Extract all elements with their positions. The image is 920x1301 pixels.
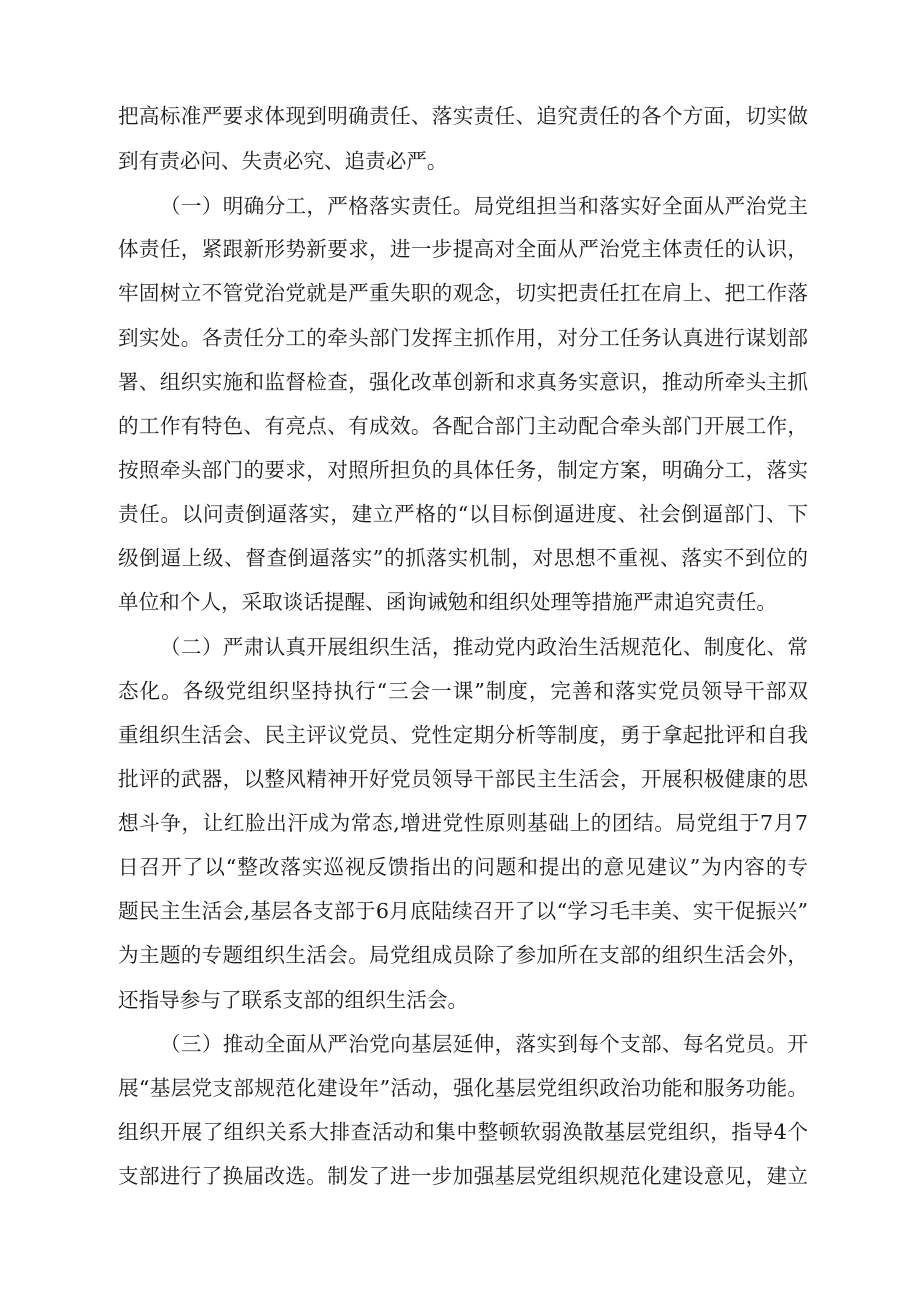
text-line: 为主题的专题组织生活会。局党组成员除了参加所在支部的组织生活会外，: [118, 943, 808, 967]
text-line: 想斗争，让红脸出汗成为常态,增进党性原则基础上的团结。局党组于7月7: [118, 811, 808, 835]
text-line: 单位和个人，采取谈话提醒、函询诫勉和组织处理等措施严肃追究责任。: [118, 590, 777, 614]
text-line: 还指导参与了联系支部的组织生活会。: [118, 988, 469, 1012]
text-line: 把高标准严要求体现到明确责任、落实责任、追究责任的各个方面，切实做: [118, 104, 808, 128]
text-line: 支部进行了换届改选。制发了进一步加强基层党组织规范化建设意见，建立: [118, 1164, 808, 1188]
text-line: 级倒逼上级、督查倒逼落实”的抓落实机制，对思想不重视、落实不到位的: [118, 546, 808, 570]
text-line: 组织开展了组织关系大排查活动和集中整顿软弱涣散基层党组织，指导4个: [118, 1120, 808, 1144]
text-line: 署、组织实施和监督检查，强化改革创新和求真务实意识，推动所牵头主抓: [118, 370, 808, 394]
text-line: 展“基层党支部规范化建设年”活动，强化基层党组织政治功能和服务功能。: [118, 1076, 808, 1100]
paragraph-2-heading-line: （二）严肃认真开展组织生活，推动党内政治生活规范化、制度化、常: [160, 635, 808, 659]
text-line: 按照牵头部门的要求，对照所担负的具体任务，制定方案，明确分工，落实: [118, 458, 808, 482]
text-line: 日召开了以“整改落实巡视反馈指出的问题和提出的意见建议”为内容的专: [118, 855, 808, 879]
text-line: 重组织生活会、民主评议党员、党性定期分析等制度，勇于拿起批评和自我: [118, 723, 808, 747]
paragraph-3-heading-line: （三）推动全面从严治党向基层延伸，落实到每个支部、每名党员。开: [160, 1032, 808, 1056]
text-line: 批评的武器，以整风精神开好党员领导干部民主生活会，开展积极健康的思: [118, 767, 808, 791]
text-line: 题民主生活会,基层各支部于6月底陆续召开了以“学习毛丰美、实干促振兴”: [118, 899, 808, 923]
text-line: 责任。以问责倒逼落实，建立严格的“以目标倒逼进度、社会倒逼部门、下: [118, 502, 808, 526]
text-line: 到实处。各责任分工的牵头部门发挥主抓作用，对分工任务认真进行谋划部: [118, 326, 808, 350]
text-line: 牢固树立不管党治党就是严重失职的观念，切实把责任扛在肩上、把工作落: [118, 281, 808, 305]
text-line: 到有责必问、失责必究、追责必严。: [118, 149, 448, 173]
text-line: 态化。各级党组织坚持执行“三会一课”制度，完善和落实党员领导干部双: [118, 679, 808, 703]
paragraph-1-heading-line: （一）明确分工，严格落实责任。局党组担当和落实好全面从严治党主: [160, 194, 808, 218]
text-line: 的工作有特色、有亮点、有成效。各配合部门主动配合牵头部门开展工作，: [118, 414, 808, 438]
text-line: 体责任，紧跟新形势新要求，进一步提高对全面从严治党主体责任的认识，: [118, 237, 808, 261]
